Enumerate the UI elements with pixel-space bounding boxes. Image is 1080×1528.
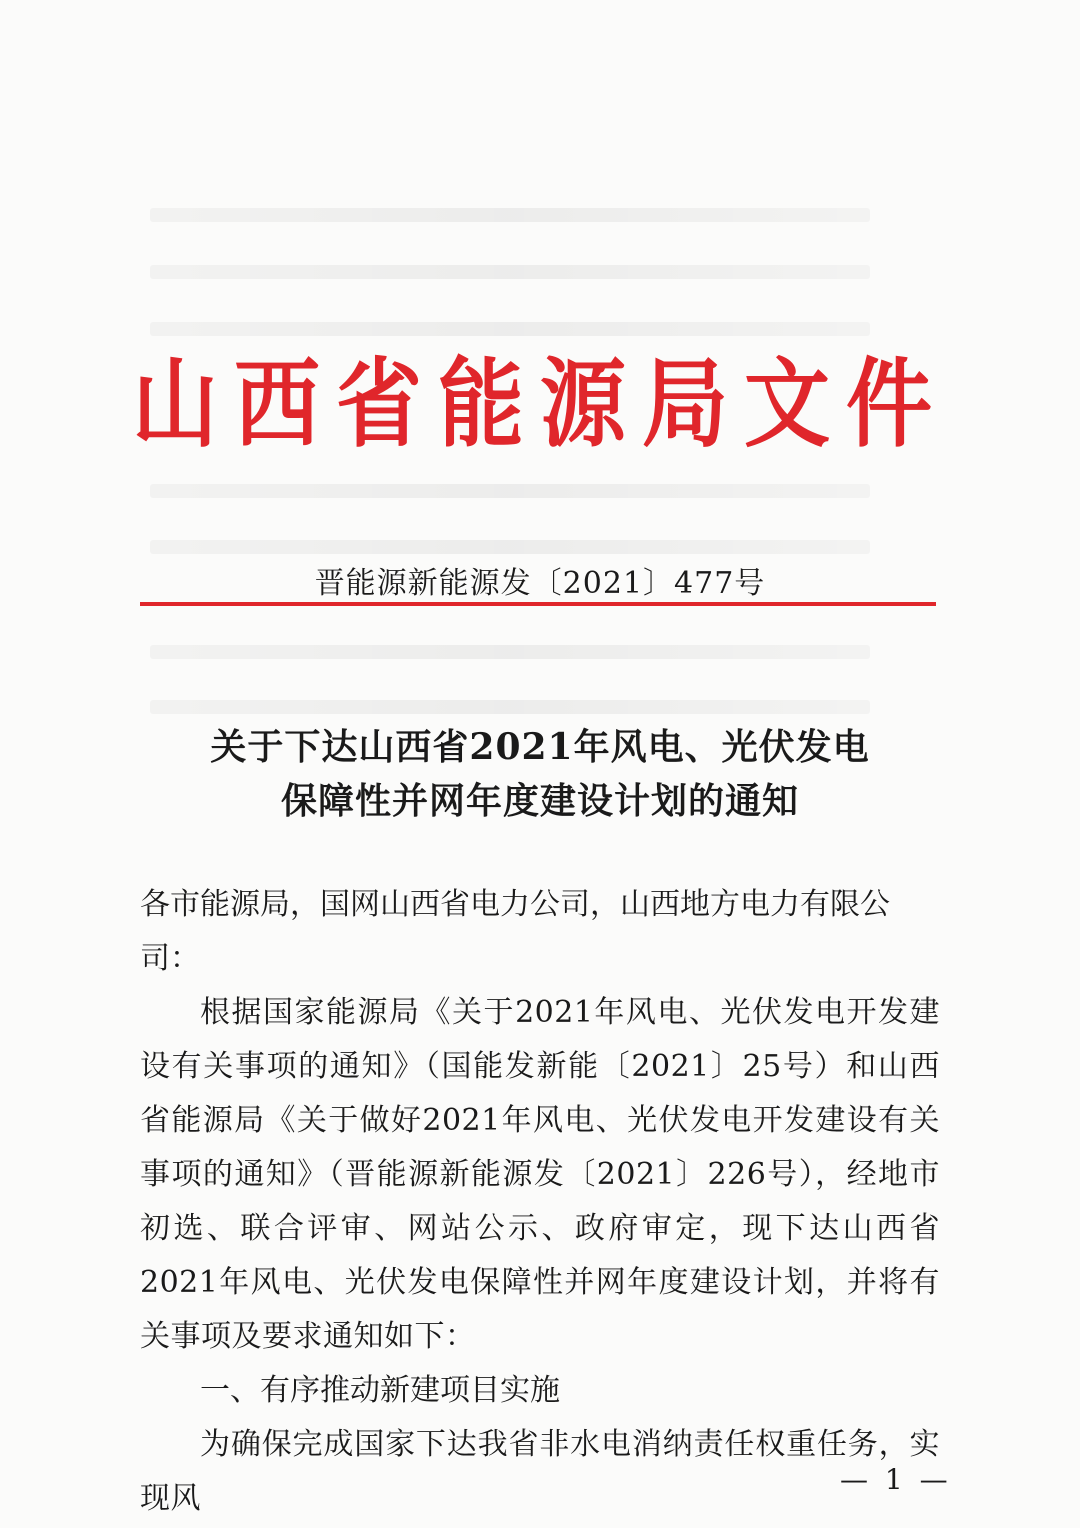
notice-title-line-2: 保障性并网年度建设计划的通知 [280, 780, 799, 822]
body-paragraph-2: 为确保完成国家下达我省非水电消纳责任权重任务，实现风 [140, 1427, 940, 1516]
bleed-through-mark [150, 700, 870, 714]
section-heading-1: 一、有序推动新建项目实施 [200, 1373, 560, 1408]
bleed-through-mark [150, 208, 870, 222]
page-number: — 1 — [840, 1463, 952, 1496]
document-body [140, 878, 940, 1526]
bleed-through-mark [150, 265, 870, 279]
bleed-through-mark [150, 645, 870, 659]
body-paragraph-1: 根据国家能源局《关于2021年风电、光伏发电开发建设有关事项的通知》（国能发新能〔2021〕25号）和山西省能源局《关于做好2021年风电、光伏发电开发建设有关事项的通知》（晋能源新能源发〔2021〕226号），经地市初选、联合评审、网站公示、政府审定，现下达山西省2021年风电、光伏发电保障性并网年度建设计划，并将有关事项及要求通知如下： [140, 995, 940, 1354]
notice-title-line-1: 关于下达山西省2021年风电、光伏发电 [210, 726, 870, 768]
bleed-through-mark [150, 484, 870, 498]
recipients-line: 各市能源局，国网山西省电力公司，山西地方电力有限公司： [140, 887, 890, 976]
notice-title [0, 720, 1080, 828]
bleed-through-mark [150, 540, 870, 554]
document-header-title: 山西省能源局文件 [132, 349, 948, 461]
red-divider-rule [140, 602, 936, 606]
document-number: 晋能源新能源发〔2021〕477号 [314, 566, 766, 601]
